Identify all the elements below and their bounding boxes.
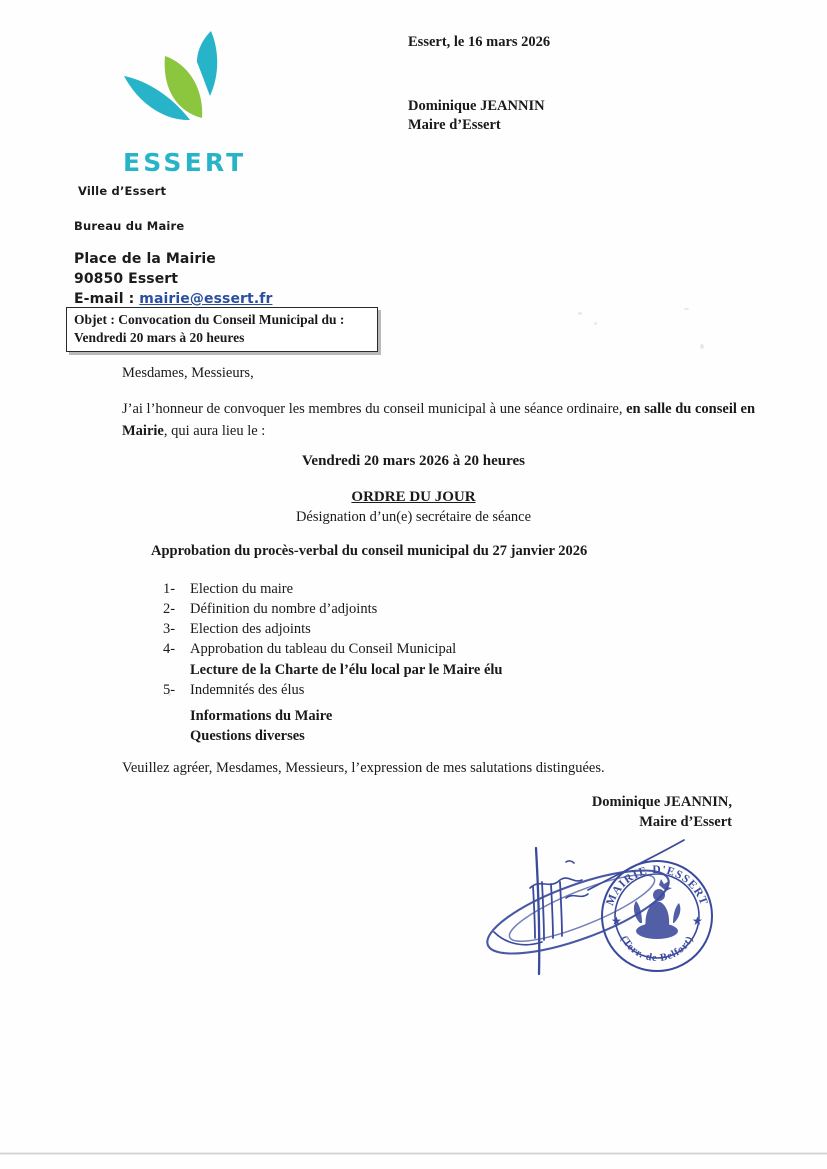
sender-address-block — [74, 184, 272, 310]
svg-text:★: ★ — [692, 914, 703, 928]
subject-box — [66, 307, 378, 352]
sender-postcode: 90850 Essert — [74, 270, 179, 287]
list-item — [163, 600, 503, 618]
subject-line-1: Objet : Convocation du Conseil Municipal du : — [74, 312, 345, 327]
agenda-item-number: 3- — [163, 621, 176, 638]
letter-header — [408, 33, 550, 136]
email-label: E-mail : — [74, 290, 140, 307]
signatory-name: Dominique JEANNIN, — [591, 794, 732, 810]
agenda-item-number: 1- — [163, 581, 176, 597]
signatory-title: Maire d’Essert — [639, 813, 732, 830]
intro-paragraph — [122, 398, 794, 442]
agenda-item-label: Définition du nombre d’adjoints — [190, 601, 378, 618]
essert-logo — [118, 28, 288, 177]
valediction: Veuillez agréer, Mesdames, Messieurs, l’expression de mes salutations distinguées. — [122, 760, 605, 776]
agenda-item-label: Approbation du tableau du Conseil Municipal — [190, 641, 457, 658]
subject-line-2: Vendredi 20 mars à 20 heures — [74, 329, 245, 345]
stamp-bottom-label: (Terr. de Belfort) — [618, 934, 696, 965]
agenda-item-number: 2- — [163, 601, 176, 618]
sender-city: Ville d’Essert — [78, 184, 167, 198]
closing-items — [190, 706, 332, 746]
scan-artifact — [700, 344, 704, 349]
agenda-item-number: 4- — [163, 641, 176, 658]
sender-postal-address — [74, 250, 272, 310]
intro-text-part-1: J’ai l’honneur de convoquer les membres du conseil municipal à une séance ordinaire, — [122, 401, 627, 417]
agenda-title: ORDRE DU JOUR — [351, 489, 476, 505]
list-item — [163, 620, 503, 638]
scan-artifact — [578, 312, 582, 315]
logo-wordmark: ESSERT — [123, 148, 247, 177]
agenda-item-sublabel: Lecture de la Charte de l’élu local par le Maire élu — [190, 661, 503, 678]
signature-name-block — [430, 793, 732, 832]
stamp-emblem-icon — [634, 879, 680, 939]
list-item — [163, 640, 503, 658]
stamp-top-label: MAIRIE D'ESSERT — [604, 863, 710, 908]
sender-street: Place de la Mairie — [74, 251, 216, 267]
misc-questions-line: Questions diverses — [190, 728, 305, 744]
scan-artifact — [594, 322, 597, 325]
mairie-essert-stamp-icon — [598, 857, 716, 975]
scan-artifact — [684, 308, 689, 310]
salutation: Mesdames, Messieurs, — [122, 365, 254, 381]
agenda-item-label: Election des adjoints — [190, 621, 311, 638]
svg-text:★: ★ — [611, 914, 622, 928]
list-item — [163, 580, 503, 598]
mayor-information-line: Informations du Maire — [190, 708, 333, 724]
minutes-approval-line: Approbation du procès-verbal du conseil municipal du 27 janvier 2026 — [151, 543, 588, 559]
list-item — [163, 681, 503, 699]
addressee-name: Dominique JEANNIN — [408, 97, 545, 114]
email-link[interactable]: mairie@essert.fr — [139, 290, 273, 307]
addressee-title: Maire d’Essert — [408, 117, 501, 134]
intro-text-emphasis: en salle du conseil en Mairie — [122, 401, 756, 440]
intro-text-part-2: , qui aura lieu le : — [163, 423, 266, 440]
agenda-item-label: Election du maire — [190, 581, 294, 597]
agenda-item-label: Indemnités des élus — [190, 681, 305, 698]
meeting-datetime: Vendredi 20 mars 2026 à 20 heures — [301, 453, 526, 469]
place-and-date: Essert, le 16 mars 2026 — [408, 34, 551, 50]
agenda-item-number: 5- — [163, 681, 176, 698]
essert-leaf-logo-icon — [118, 28, 258, 128]
agenda-list — [163, 580, 503, 701]
scan-bottom-edge — [0, 1152, 827, 1155]
sender-office: Bureau du Maire — [74, 219, 185, 233]
agenda-subtitle: Désignation d’un(e) secrétaire de séance — [295, 509, 532, 525]
scan-artifact — [168, 692, 171, 696]
